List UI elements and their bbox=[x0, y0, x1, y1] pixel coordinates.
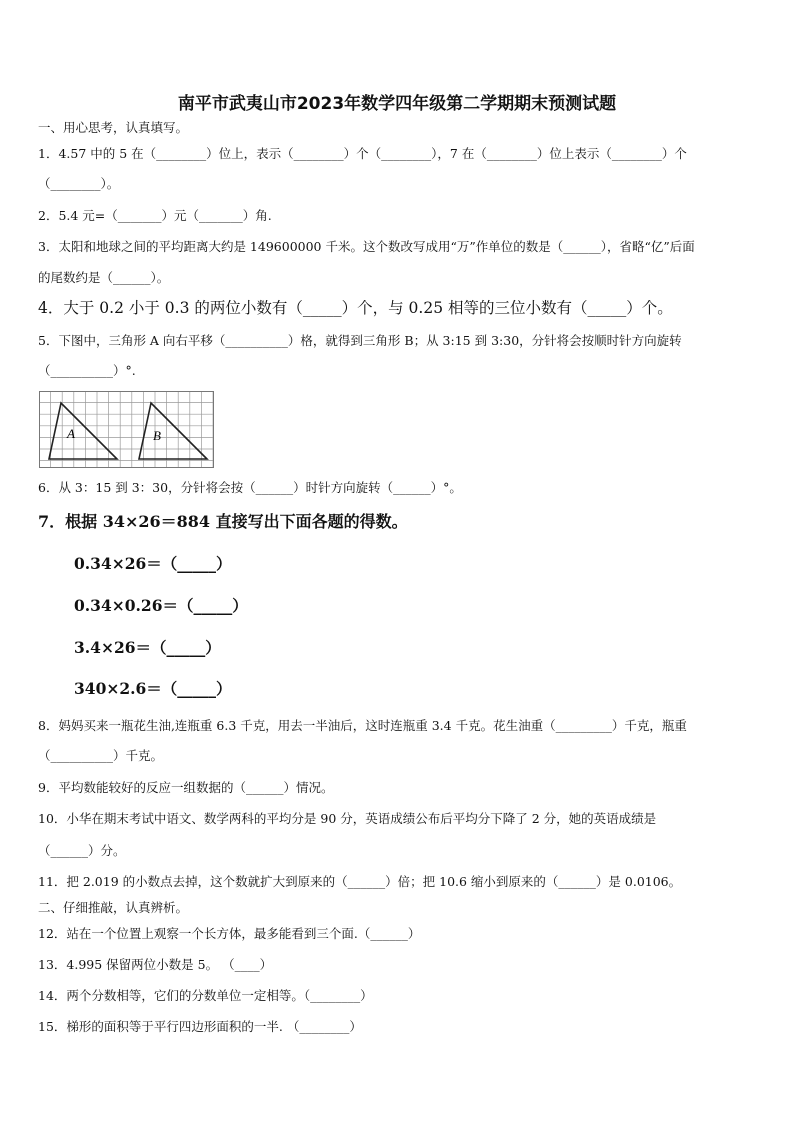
triangle-b bbox=[139, 403, 207, 459]
question-3-line-2: 的尾数约是（______）。 bbox=[38, 270, 170, 285]
question-3-line-1: 3．太阳和地球之间的平均距离大约是 149600000 千米。这个数改写成用“万”作单位的数是（______），省略“亿”后面 bbox=[38, 239, 695, 254]
question-5-line-1: 5．下图中，三角形 A 向右平移（__________）格，就得到三角形 B；从 3:15 到 3:30，分针将会按顺时针方向旋转 bbox=[38, 333, 682, 348]
question-1-line-1: 1．4.57 中的 5 在（________）位上，表示（________）个（________），7 在（________）位上表示（________）个 bbox=[38, 146, 687, 161]
question-1-line-2: （________）。 bbox=[38, 176, 120, 191]
question-6: 6．从 3：15 到 3：30，分针将会按（______）时针方向旋转（______）°。 bbox=[38, 480, 462, 495]
calc-item: 0.34×26＝（_____） bbox=[74, 554, 232, 573]
question-12: 12．站在一个位置上观察一个长方体，最多能看到三个面.（______） bbox=[38, 926, 421, 941]
question-4: 4．大于 0.2 小于 0.3 的两位小数有（_____）个，与 0.25 相等的三位小数有（_____）个。 bbox=[38, 299, 673, 317]
question-10-line-1: 10．小华在期末考试中语文、数学两科的平均分是 90 分，英语成绩公布后平均分下降了 2 分，她的英语成绩是 bbox=[38, 811, 657, 826]
calc-item: 340×2.6＝（_____） bbox=[74, 679, 232, 698]
question-15: 15．梯形的面积等于平行四边形面积的一半. （________） bbox=[38, 1019, 362, 1034]
question-10-line-2: （______）分。 bbox=[38, 843, 126, 858]
triangle-a bbox=[49, 403, 117, 459]
question-2: 2．5.4 元=（_______）元（_______）角. bbox=[38, 208, 272, 223]
triangle-b-label: B bbox=[153, 428, 161, 443]
question-8-line-1: 8．妈妈买来一瓶花生油,连瓶重 6.3 千克，用去一半油后，这时连瓶重 3.4 千克。花生油重（_________）千克，瓶重 bbox=[38, 718, 687, 733]
question-7: 7．根据 34×26＝884 直接写出下面各题的得数。 bbox=[38, 512, 408, 531]
triangle-a-label: A bbox=[67, 426, 75, 441]
question-14: 14．两个分数相等，它们的分数单位一定相等。（________） bbox=[38, 988, 373, 1003]
page-title: 南平市武夷山市2023年数学四年级第二学期期末预测试题 bbox=[177, 94, 617, 114]
section-heading-2: 二、仔细推敲，认真辨析。 bbox=[38, 900, 189, 915]
question-8-line-2: （__________）千克。 bbox=[38, 748, 164, 763]
question-13: 13．4.995 保留两位小数是 5。 （____） bbox=[38, 957, 273, 972]
calc-item: 3.4×26＝（_____） bbox=[74, 638, 221, 657]
question-5-line-2: （__________）°. bbox=[38, 363, 136, 378]
triangle-grid-figure bbox=[39, 391, 214, 472]
calc-item: 0.34×0.26＝（_____） bbox=[74, 596, 248, 615]
question-11: 11．把 2.019 的小数点去掉，这个数就扩大到原来的（______）倍；把 10.6 缩小到原来的（______）是 0.0106。 bbox=[38, 874, 682, 889]
section-heading-1: 一、用心思考，认真填写。 bbox=[38, 120, 189, 135]
question-9: 9．平均数能较好的反应一组数据的（______）情况。 bbox=[38, 780, 334, 795]
